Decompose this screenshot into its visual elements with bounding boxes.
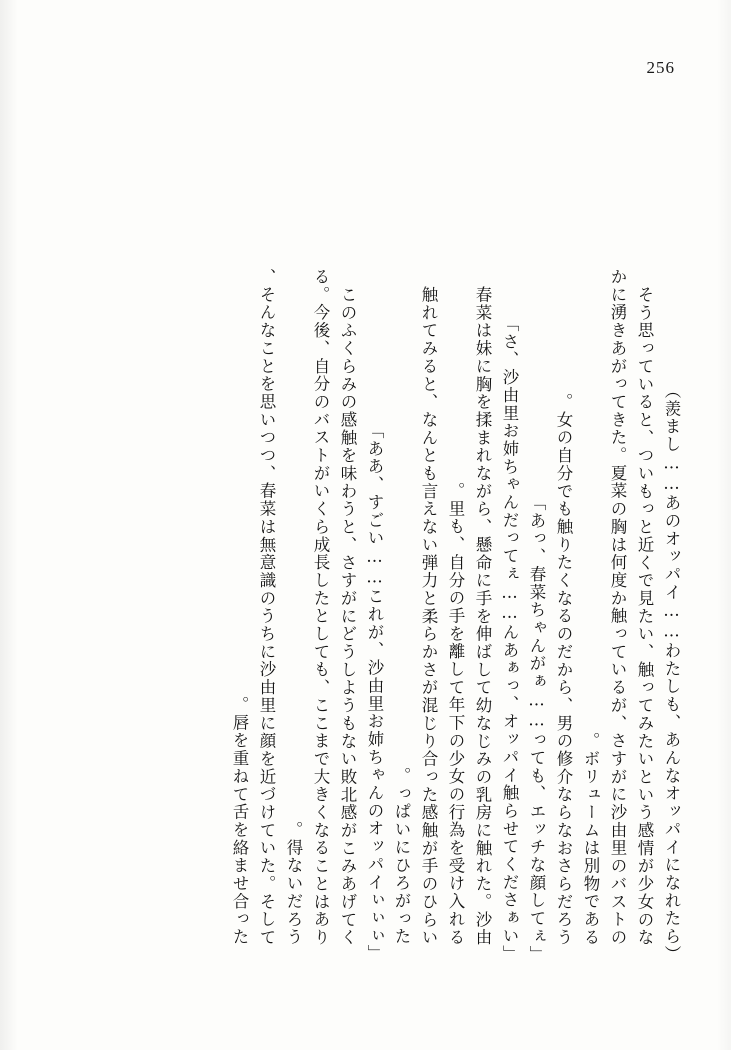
text-line: 里も、自分の手を離して年下の少女の行為を受け入れる。 [446, 481, 465, 946]
text-line: 唇を重ねて舌を絡ませ合った。 [230, 696, 249, 946]
text-line: 女の自分でも触りたくなるのだから、男の修介ならなおさらだろう。 [554, 392, 573, 946]
text-line: 「ああ、すごい……これが、沙由里お姉ちゃんのオッパイぃぃぃ」 [365, 422, 384, 963]
page-number: 256 [646, 58, 675, 77]
text-line: （羨まし……あのオッパイ……わたしも、あんなオッパイになれたら） [662, 381, 681, 963]
text-line: っぱいにひろがった。 [392, 767, 411, 946]
text-line: 触れてみると、なんとも言えない弾力と柔らかさが混じり合った感触が手のひらい [419, 285, 438, 946]
text-line: ボリュームは別物である。 [581, 731, 600, 946]
text-line: 春菜は妹に胸を揉まれながら、懸命に手を伸ばして幼なじみの乳房に触れた。沙由 [473, 285, 492, 946]
vertical-text-body [39, 108, 681, 963]
text-line: 「あっ、春菜ちゃんがぁ……っても、エッチな顔してぇ」 [527, 493, 546, 963]
text-line: そう思っていると、ついもっと近くで見たい、触ってみたいという感情が少女のな [635, 285, 654, 946]
text-line: かに湧きあがってきた。夏菜の胸は何度か触っているが、さすがに沙由里のバストの [608, 267, 627, 946]
text-line: 得ないだろう。 [284, 821, 303, 946]
text-line: る。今後、自分のバストがいくら成長したとしても、ここまで大きくなることはあり [311, 267, 330, 946]
text-line: そんなことを思いつつ、春菜は無意識のうちに沙由里に顔を近づけていた。そして、 [257, 267, 276, 946]
text-line: このふくらみの感触を味わうと、さすがにどうしようもない敗北感がこみあげてく [338, 285, 357, 946]
text-line: 「さ、沙由里お姉ちゃんだってぇ……んあぁっ、オッパイ触らせてくださぁい」 [500, 315, 519, 963]
